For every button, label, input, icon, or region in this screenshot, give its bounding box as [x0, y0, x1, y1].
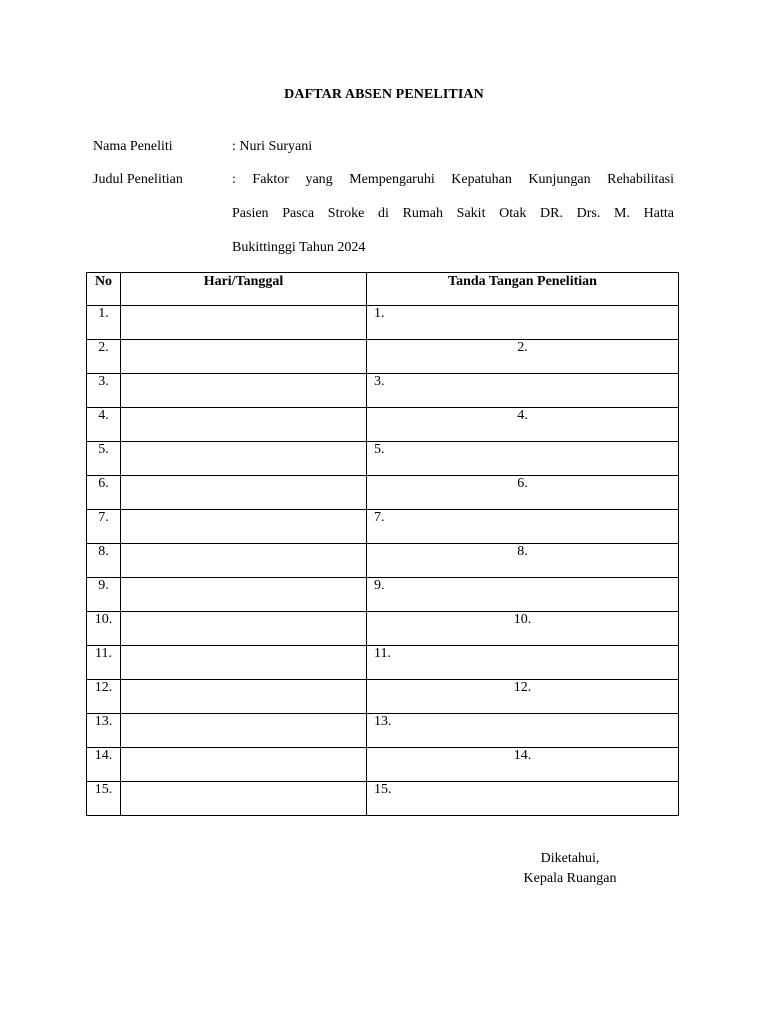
- row-number: 1.: [87, 306, 121, 340]
- table-row: [87, 782, 679, 816]
- row-number: 2.: [87, 340, 121, 374]
- signature-cell[interactable]: [367, 408, 679, 442]
- date-cell[interactable]: [121, 442, 367, 476]
- row-number: 15.: [87, 782, 121, 816]
- study-title-value: [232, 172, 674, 256]
- study-title-line: Pasien Pasca Stroke di Rumah Sakit Otak DR. Drs. M. Hatta: [232, 206, 674, 221]
- date-cell[interactable]: [121, 680, 367, 714]
- row-number: 3.: [87, 374, 121, 408]
- date-cell[interactable]: [121, 782, 367, 816]
- table-row: [87, 510, 679, 544]
- table-row: [87, 408, 679, 442]
- signature-number: 5.: [374, 442, 385, 457]
- signature-cell[interactable]: [367, 476, 679, 510]
- row-number: 9.: [87, 578, 121, 612]
- table-row: [87, 578, 679, 612]
- header-no: No: [87, 273, 121, 306]
- row-number: 14.: [87, 748, 121, 782]
- date-cell[interactable]: [121, 646, 367, 680]
- date-cell[interactable]: [121, 408, 367, 442]
- signature-number: 4.: [517, 408, 528, 423]
- signature-cell[interactable]: [367, 374, 679, 408]
- row-number: 5.: [87, 442, 121, 476]
- table-row: [87, 476, 679, 510]
- acknowledged-label: Diketahui,: [540, 851, 600, 866]
- table-row: [87, 544, 679, 578]
- date-cell[interactable]: [121, 578, 367, 612]
- table-row: [87, 374, 679, 408]
- signature-cell[interactable]: [367, 612, 679, 646]
- signature-number: 14.: [513, 748, 532, 763]
- signature-cell[interactable]: [367, 680, 679, 714]
- signature-number: 15.: [374, 782, 392, 797]
- signature-cell[interactable]: [367, 748, 679, 782]
- table-row: [87, 680, 679, 714]
- signature-cell[interactable]: [367, 578, 679, 612]
- signature-number: 1.: [374, 306, 385, 321]
- date-cell[interactable]: [121, 612, 367, 646]
- table-body: [87, 306, 679, 816]
- researcher-name-label: Nama Peneliti: [93, 139, 173, 154]
- signature-cell[interactable]: [367, 782, 679, 816]
- row-number: 6.: [87, 476, 121, 510]
- date-cell[interactable]: [121, 748, 367, 782]
- signature-cell[interactable]: [367, 544, 679, 578]
- table-row: [87, 646, 679, 680]
- signature-cell[interactable]: [367, 714, 679, 748]
- signature-number: 8.: [517, 544, 528, 559]
- row-number: 7.: [87, 510, 121, 544]
- signature-number: 2.: [517, 340, 528, 355]
- table-row: [87, 306, 679, 340]
- row-number: 10.: [87, 612, 121, 646]
- header-date: Hari/Tanggal: [121, 273, 367, 306]
- table-row: [87, 714, 679, 748]
- table-row: [87, 442, 679, 476]
- date-cell[interactable]: [121, 544, 367, 578]
- signature-number: 7.: [374, 510, 385, 525]
- table-row: [87, 340, 679, 374]
- row-number: 12.: [87, 680, 121, 714]
- signature-number: 9.: [374, 578, 385, 593]
- date-cell[interactable]: [121, 340, 367, 374]
- head-of-ward-label: Kepala Ruangan: [523, 871, 617, 886]
- date-cell[interactable]: [121, 510, 367, 544]
- row-number: 13.: [87, 714, 121, 748]
- study-title-line: : Faktor yang Mempengaruhi Kepatuhan Kunjungan Rehabilitasi: [232, 172, 674, 187]
- document-title: DAFTAR ABSEN PENELITIAN: [284, 87, 484, 102]
- signature-cell[interactable]: [367, 646, 679, 680]
- table-row: [87, 612, 679, 646]
- row-number: 8.: [87, 544, 121, 578]
- attendance-table: [86, 272, 679, 816]
- signature-cell[interactable]: [367, 306, 679, 340]
- study-title-label: Judul Penelitian: [93, 172, 183, 187]
- table-row: [87, 748, 679, 782]
- row-number: 11.: [87, 646, 121, 680]
- date-cell[interactable]: [121, 374, 367, 408]
- signature-number: 11.: [374, 646, 391, 661]
- date-cell[interactable]: [121, 714, 367, 748]
- row-number: 4.: [87, 408, 121, 442]
- signature-cell[interactable]: [367, 442, 679, 476]
- study-title-line: Bukittinggi Tahun 2024: [232, 240, 366, 255]
- table-header-row: [87, 273, 679, 306]
- researcher-name-value: : Nuri Suryani: [232, 139, 313, 154]
- signature-number: 6.: [517, 476, 528, 491]
- signature-number: 13.: [374, 714, 392, 729]
- signature-number: 12.: [513, 680, 532, 695]
- signature-number: 10.: [513, 612, 532, 627]
- signature-cell[interactable]: [367, 340, 679, 374]
- date-cell[interactable]: [121, 306, 367, 340]
- signature-number: 3.: [374, 374, 385, 389]
- date-cell[interactable]: [121, 476, 367, 510]
- header-signature: Tanda Tangan Penelitian: [367, 273, 679, 306]
- signature-cell[interactable]: [367, 510, 679, 544]
